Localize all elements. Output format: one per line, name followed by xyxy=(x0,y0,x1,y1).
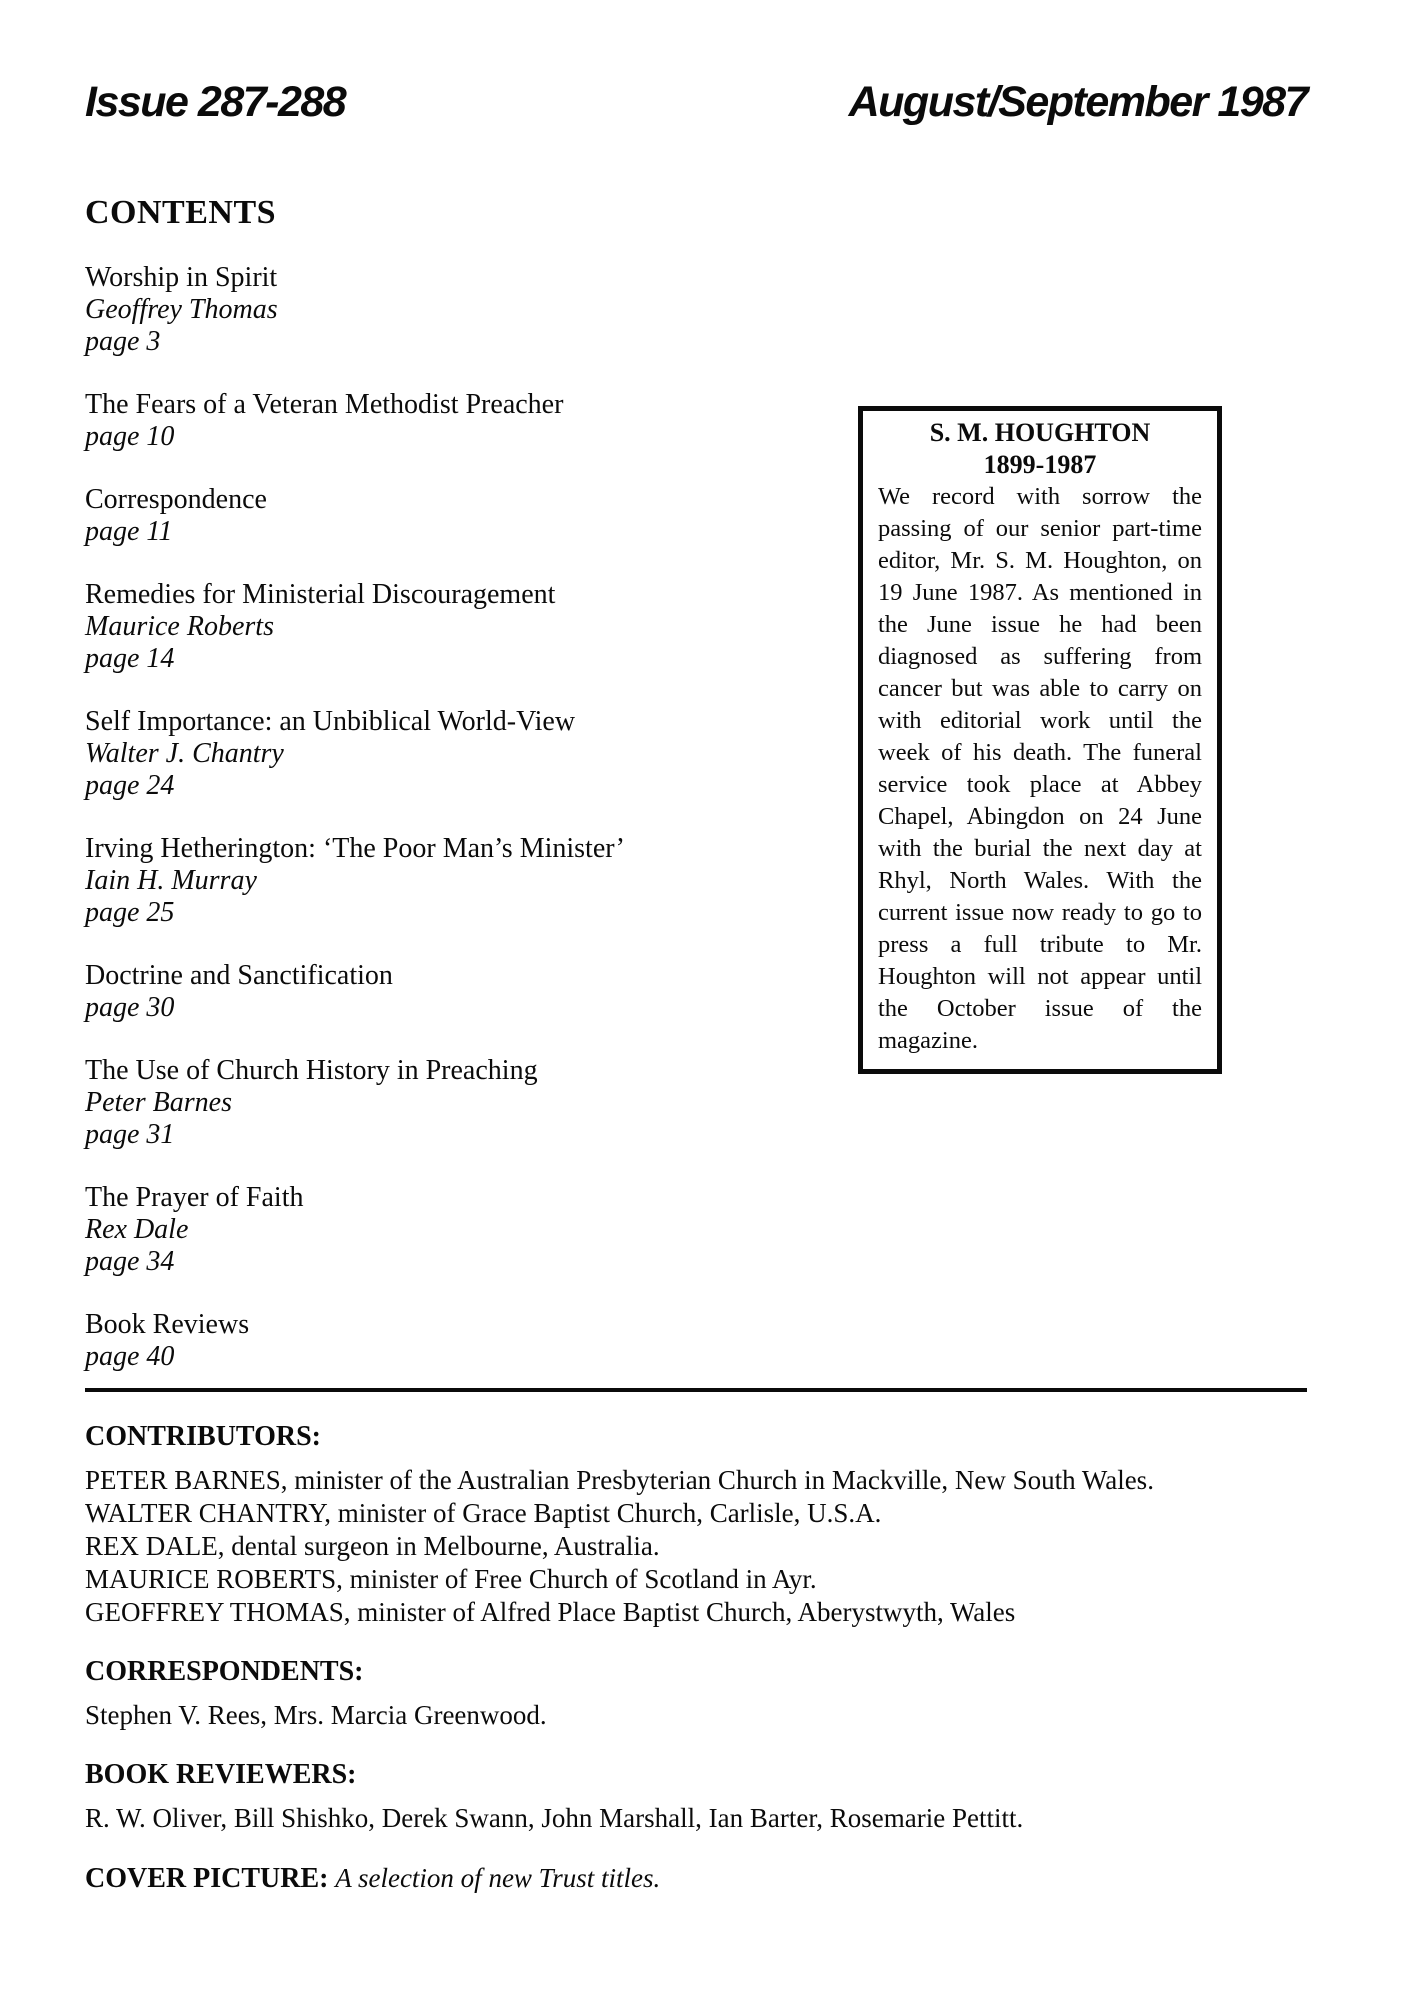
section-heading: CORRESPONDENTS: xyxy=(85,1656,364,1687)
toc-entry-author: Walter J. Chantry xyxy=(85,738,284,769)
toc-entry-page: page 14 xyxy=(85,643,175,674)
section-line: REX DALE, dental surgeon in Melbourne, Australia. xyxy=(85,1531,660,1561)
toc-entry xyxy=(85,960,785,1024)
toc-entry-title: The Fears of a Veteran Methodist Preacher xyxy=(85,389,564,420)
toc-entry-page: page 24 xyxy=(85,770,175,801)
section-line: GEOFFREY THOMAS, minister of Alfred Place Baptist Church, Aberystwyth, Wales xyxy=(85,1597,1016,1627)
toc-entry-author: Peter Barnes xyxy=(85,1087,232,1118)
issue-date: August/September 1987 xyxy=(848,78,1307,126)
toc-entry xyxy=(85,1309,785,1373)
toc-entry xyxy=(85,1055,785,1151)
section-line: PETER BARNES, minister of the Australian Presbyterian Church in Mackville, New South Wales. xyxy=(85,1465,1154,1495)
section xyxy=(85,1420,1335,1629)
toc-entry xyxy=(85,389,785,453)
masthead xyxy=(85,78,1307,127)
toc-entry-title: Worship in Spirit xyxy=(85,262,278,293)
section xyxy=(85,1655,1335,1732)
cover-picture-value: A selection of new Trust titles. xyxy=(335,1863,661,1893)
toc-entry-title: The Prayer of Faith xyxy=(85,1182,304,1213)
section-line: MAURICE ROBERTS, minister of Free Church of Scotland in Ayr. xyxy=(85,1564,817,1594)
toc-entry xyxy=(85,833,785,929)
toc-entry xyxy=(85,706,785,802)
toc-entry-page: page 3 xyxy=(85,326,161,357)
section-heading: CONTRIBUTORS: xyxy=(85,1421,321,1452)
toc-entry-author: Iain H. Murray xyxy=(85,865,257,896)
section-line: Stephen V. Rees, Mrs. Marcia Greenwood. xyxy=(85,1700,547,1730)
toc-entry-title: Remedies for Ministerial Discouragement xyxy=(85,579,556,610)
toc-entry-page: page 11 xyxy=(85,516,173,547)
section-heading: BOOK REVIEWERS: xyxy=(85,1759,357,1790)
toc-entry-title: The Use of Church History in Preaching xyxy=(85,1055,538,1086)
cover-picture-label: COVER PICTURE: xyxy=(85,1863,329,1894)
toc-entry-title: Self Importance: an Unbiblical World-View xyxy=(85,706,576,737)
toc-entry-page: page 31 xyxy=(85,1119,175,1150)
toc-entry-page: page 30 xyxy=(85,992,175,1023)
toc-entry xyxy=(85,579,785,675)
toc-entry xyxy=(85,484,785,548)
toc-entry-author: Maurice Roberts xyxy=(85,611,274,642)
toc-entry-page: page 40 xyxy=(85,1341,175,1372)
cover-picture-line xyxy=(85,1861,1335,1896)
horizontal-rule xyxy=(85,1388,1307,1392)
obituary-box xyxy=(858,406,1222,1074)
bottom-sections xyxy=(85,1420,1335,1896)
toc-entry-title: Doctrine and Sanctification xyxy=(85,960,393,991)
toc-entry-title: Correspondence xyxy=(85,484,267,515)
toc-entry-title: Book Reviews xyxy=(85,1309,250,1340)
toc-entry-author: Geoffrey Thomas xyxy=(85,294,278,325)
section-line: R. W. Oliver, Bill Shishko, Derek Swann, John Marshall, Ian Barter, Rosemarie Pettitt. xyxy=(85,1803,1024,1833)
toc-entry-page: page 25 xyxy=(85,897,175,928)
obituary-body: We record with sorrow the passing of our senior part-time editor, Mr. S. M. Houghton, on 19 June 1987. As mentioned in the June issue he had been diagnosed as suffering from cancer but was able to carry on with editorial work until the week of his death. The funeral service took place at Abbey Chapel, Abingdon on 24 June with the burial the next day at Rhyl, North Wales. With the current issue now ready to go to press a full tribute to Mr. Houghton will not appear until the October issue of the magazine. xyxy=(878,483,1202,1054)
obituary-name: S. M. HOUGHTON xyxy=(929,418,1151,447)
contents-list xyxy=(85,262,785,1404)
obituary-years: 1899-1987 xyxy=(983,450,1097,479)
section-line: WALTER CHANTRY, minister of Grace Baptist Church, Carlisle, U.S.A. xyxy=(85,1498,882,1528)
toc-entry-author: Rex Dale xyxy=(85,1214,189,1245)
toc-entry-title: Irving Hetherington: ‘The Poor Man’s Minister’ xyxy=(85,833,625,864)
toc-entry-page: page 10 xyxy=(85,421,175,452)
issue-number: Issue 287-288 xyxy=(85,78,346,126)
toc-entry-page: page 34 xyxy=(85,1246,175,1277)
toc-entry xyxy=(85,262,785,358)
toc-entry xyxy=(85,1182,785,1278)
contents-heading: CONTENTS xyxy=(85,194,277,231)
section xyxy=(85,1758,1335,1835)
